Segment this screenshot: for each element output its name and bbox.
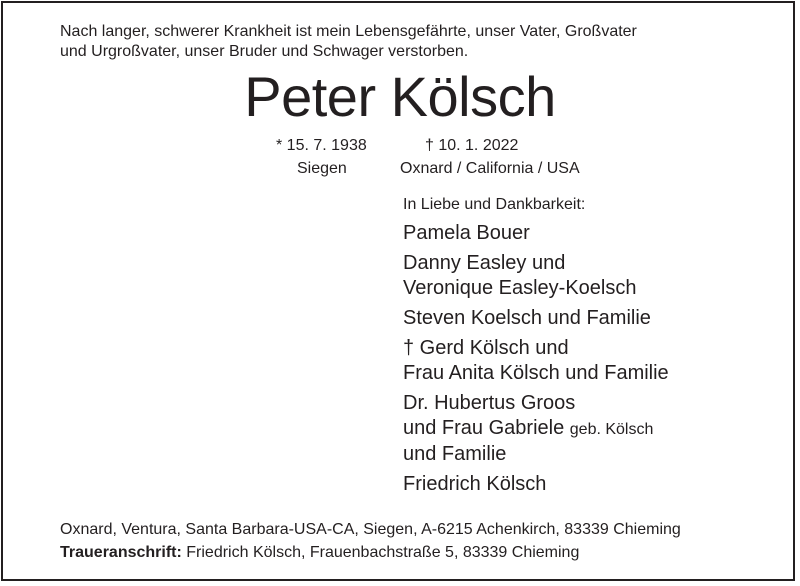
mourner-entry — [403, 336, 763, 386]
footer-places: Oxnard, Ventura, Santa Barbara-USA-CA, Siegen, A-6215 Achenkirch, 83339 Chieming — [60, 521, 681, 538]
death-date: † 10. 1. 2022 — [425, 137, 519, 154]
deceased-name: Peter Kölsch — [244, 65, 556, 128]
mourner-entry — [403, 251, 763, 301]
mourner-line: Friedrich Kölsch — [403, 473, 547, 495]
mourner-line: Pamela Bouer — [403, 222, 530, 244]
maiden-name: geb. Kölsch — [569, 421, 654, 438]
intro-line-2: und Urgroßvater, unser Bruder und Schwager verstorben. — [60, 43, 469, 60]
mourner-line: Dr. Hubertus Groos — [403, 392, 576, 414]
birth-date: * 15. 7. 1938 — [276, 137, 367, 154]
mourner-line: † Gerd Kölsch und — [403, 337, 569, 359]
mourner-line: Steven Koelsch und Familie — [403, 307, 651, 329]
birth-place: Siegen — [297, 160, 347, 177]
mourners-lead: In Liebe und Dankbarkeit: — [403, 196, 586, 213]
intro-line-1: Nach langer, schwerer Krankheit ist mein Lebensgefährte, unser Vater, Großvater — [60, 23, 637, 40]
mourner-line-main: und Frau Gabriele — [403, 417, 565, 439]
mourner-entry — [403, 306, 763, 331]
mourner-line: und Familie — [403, 443, 507, 465]
mourner-entry — [403, 391, 763, 467]
mourner-line: Danny Easley und — [403, 252, 566, 274]
mourner-entry — [403, 472, 763, 497]
mourning-address-label: Traueranschrift: — [60, 544, 182, 561]
death-place: Oxnard / California / USA — [400, 160, 580, 177]
mourner-line: Frau Anita Kölsch und Familie — [403, 362, 669, 384]
mourner-entry — [403, 221, 763, 246]
intro-text — [60, 22, 750, 62]
mourning-address — [60, 543, 579, 563]
mourning-address-text: Friedrich Kölsch, Frauenbachstraße 5, 83339 Chieming — [186, 544, 580, 561]
mourner-line: Veronique Easley-Koelsch — [403, 277, 637, 299]
mourner-line — [403, 416, 763, 442]
mourners-list — [403, 194, 763, 502]
